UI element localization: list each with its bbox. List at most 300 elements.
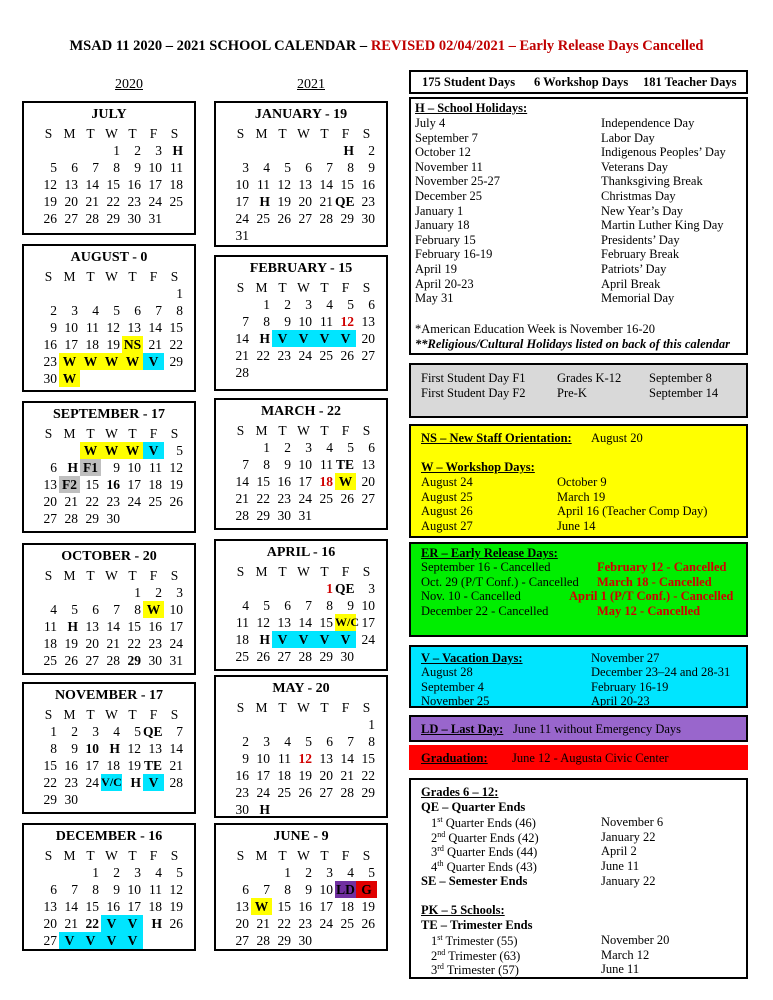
empty-day-cell [38, 142, 59, 159]
day-cell: 16 [43, 337, 57, 352]
day-cell: 30 [148, 653, 162, 668]
month-name: JANUARY - 19 [254, 107, 348, 122]
empty-day-cell [314, 716, 335, 733]
empty-day-cell [80, 791, 101, 808]
day-cell: 21 [235, 491, 249, 506]
day-cell: 13 [319, 751, 333, 766]
day-cell: 21 [64, 494, 78, 509]
day-cell: 10 [127, 460, 141, 475]
holiday-date: January 18 [415, 218, 470, 233]
empty-day-cell [314, 801, 335, 818]
workshop-date: August 24 [421, 475, 473, 489]
week-row [230, 210, 377, 227]
weekday-label: M [63, 126, 76, 141]
day-cell: 23 [64, 775, 78, 790]
weekday-label: F [341, 848, 350, 863]
day-cell: QE [335, 194, 355, 209]
month-grid [230, 422, 377, 524]
weekday-label: S [170, 707, 179, 722]
day-cell: 8 [92, 882, 99, 897]
day-cell: 12 [127, 741, 141, 756]
empty-day-cell [230, 864, 251, 881]
weekday-label: W [105, 426, 118, 441]
holiday-name: Presidents’ Day [601, 232, 680, 247]
day-cell: 22 [256, 491, 270, 506]
day-cell: 19 [298, 768, 312, 783]
day-cell: W [143, 601, 164, 618]
month-name: FEBRUARY - 15 [249, 261, 353, 276]
day-cell: 16 [127, 177, 141, 192]
day-cell: 9 [347, 598, 354, 613]
quarter-end: 2nd Quarter Ends (42) [431, 829, 539, 845]
month-calendar [22, 823, 196, 951]
day-cell: 22 [361, 768, 375, 783]
empty-day-cell [38, 864, 59, 881]
weekday-label: S [236, 423, 245, 438]
day-cell: G [356, 881, 377, 898]
weekday-label: S [362, 848, 371, 863]
day-cell: V [314, 330, 335, 347]
month-calendar [22, 101, 196, 235]
day-cell: 3 [71, 303, 78, 318]
month-name: MAY - 20 [272, 681, 330, 696]
month-name: DECEMBER - 16 [55, 829, 163, 844]
day-cell: 7 [92, 160, 99, 175]
day-cell: 25 [256, 211, 270, 226]
day-cell: 22 [127, 636, 141, 651]
empty-day-cell [293, 142, 314, 159]
day-cell: 8 [368, 734, 375, 749]
day-cell: 2 [71, 724, 78, 739]
day-cell: 29 [127, 653, 141, 668]
month-grid [230, 847, 377, 949]
day-cell: 15 [106, 177, 120, 192]
week-row [230, 767, 377, 784]
day-cell: 26 [43, 211, 57, 226]
month-name: MARCH - 22 [260, 404, 342, 419]
early-release-date: April 1 (P/T Conf.) - Cancelled [569, 589, 734, 604]
month-name: JUNE - 9 [273, 829, 329, 844]
week-row [38, 584, 185, 601]
day-cell: 25 [277, 785, 291, 800]
day-cell: 25 [148, 494, 162, 509]
day-cell: 9 [284, 314, 291, 329]
day-cell: F2 [59, 476, 80, 493]
holiday-date: April 19 [415, 262, 458, 276]
trimester-end-date: June 11 [601, 962, 640, 977]
weekday-label: F [341, 280, 350, 295]
day-cell: 18 [169, 177, 183, 192]
day-cell: 24 [127, 494, 141, 509]
day-cell: 27 [43, 933, 57, 948]
day-cell: 17 [127, 899, 141, 914]
day-cell: 6 [242, 882, 249, 897]
weekday-label: T [128, 568, 137, 583]
weekday-label: W [105, 707, 118, 722]
day-cell: 10 [298, 457, 312, 472]
day-cell: H [109, 741, 120, 756]
day-cell: 12 [106, 320, 120, 335]
quarter-end: 3rd Quarter Ends (44) [431, 844, 538, 860]
week-row [230, 580, 377, 597]
early-release-date: September 16 - Cancelled [421, 560, 551, 574]
week-row [230, 142, 377, 159]
weekday-label: W [105, 126, 118, 141]
day-cell: 20 [361, 474, 375, 489]
day-cell: 7 [113, 602, 120, 617]
weekday-label: S [44, 568, 53, 583]
weekday-label: M [255, 423, 268, 438]
day-cell: 9 [113, 882, 120, 897]
week-row [38, 442, 185, 459]
day-cell: 17 [85, 758, 99, 773]
day-cell: 29 [106, 211, 120, 226]
day-cell: 30 [340, 649, 354, 664]
day-cell: TE [335, 457, 354, 472]
day-cell: V/C [101, 775, 122, 789]
day-cell: 5 [134, 724, 141, 739]
day-cell: V [101, 915, 122, 932]
empty-day-cell [59, 442, 80, 459]
weekday-label: W [105, 848, 118, 863]
day-cell: 28 [298, 649, 312, 664]
day-cell: 13 [43, 899, 57, 914]
day-cell: 9 [71, 741, 78, 756]
day-cell: 1 [176, 286, 183, 301]
empty-day-cell [122, 791, 143, 808]
day-cell: 19 [64, 636, 78, 651]
day-cell: 28 [85, 211, 99, 226]
holiday-name: Patriots’ Day [601, 262, 667, 276]
day-cell: H [259, 802, 270, 817]
month-grid [38, 425, 185, 527]
day-cell: 19 [277, 194, 291, 209]
day-cell: V [335, 330, 356, 347]
week-row [38, 652, 185, 669]
weekday-label: F [341, 564, 350, 579]
vacation-date: November 27 [591, 651, 660, 665]
day-cell: 21 [340, 768, 354, 783]
day-cell: 10 [148, 160, 162, 175]
day-cell: 15 [256, 474, 270, 489]
empty-day-cell [293, 716, 314, 733]
empty-day-cell [38, 584, 59, 601]
day-cell: 14 [169, 741, 183, 756]
quarter-end-date: June 11 [601, 858, 640, 873]
empty-day-cell [164, 370, 185, 387]
day-cell: 6 [92, 602, 99, 617]
day-cell: V [80, 932, 101, 949]
first-day-label: First Student Day F2 [421, 386, 526, 400]
weekday-label: M [255, 126, 268, 141]
month-calendar [22, 543, 196, 675]
day-cell: 1 [263, 297, 270, 312]
week-row [230, 864, 377, 881]
day-cell: 11 [86, 320, 99, 335]
empty-day-cell [101, 285, 122, 302]
day-cell: 7 [155, 303, 162, 318]
week-row [38, 791, 185, 808]
day-count-summary: 175 Student Days 6 Workshop Days 181 Teacher Days [409, 70, 748, 94]
day-cell: 3 [368, 581, 375, 596]
empty-day-cell [164, 932, 185, 949]
day-cell: 23 [298, 916, 312, 931]
day-cell: 23 [148, 636, 162, 651]
day-cell: 12 [298, 751, 312, 766]
day-cell: 30 [298, 933, 312, 948]
week-row [38, 898, 185, 915]
day-cell: 26 [361, 916, 375, 931]
empty-day-cell [230, 439, 251, 456]
month-name: AUGUST - 0 [70, 250, 148, 265]
empty-day-cell [335, 801, 356, 818]
day-cell: 3 [263, 734, 270, 749]
week-row [230, 784, 377, 801]
empty-day-cell [293, 801, 314, 818]
day-cell: 9 [284, 457, 291, 472]
weekday-label: T [320, 280, 329, 295]
day-cell: 15 [340, 177, 354, 192]
day-cell: V [314, 631, 335, 648]
week-row [38, 493, 185, 510]
day-cell: 17 [319, 899, 333, 914]
day-cell: 18 [148, 477, 162, 492]
day-cell: 6 [305, 160, 312, 175]
day-cell: 8 [134, 602, 141, 617]
day-cell: W [101, 442, 122, 459]
empty-day-cell [143, 932, 164, 949]
day-cell: 14 [85, 177, 99, 192]
day-cell: 5 [347, 297, 354, 312]
week-row [230, 801, 377, 818]
day-cell: H [130, 775, 141, 790]
day-cell: W [59, 370, 80, 387]
day-cell: 1 [326, 581, 333, 596]
day-cell: 22 [85, 916, 99, 931]
weekday-label: T [86, 426, 95, 441]
weekday-label: W [297, 423, 310, 438]
week-row [38, 176, 185, 193]
empty-day-cell [335, 507, 356, 524]
holiday-name: Indigenous Peoples’ Day [601, 145, 726, 160]
holiday-date: December 25 [415, 189, 482, 203]
day-cell: W/C [335, 615, 359, 629]
day-cell: 13 [235, 899, 249, 914]
day-cell: 23 [43, 354, 57, 369]
day-cell: 4 [326, 440, 333, 455]
day-cell: W [80, 442, 101, 459]
day-cell: 29 [43, 792, 57, 807]
trimester-end-date: March 12 [601, 947, 650, 962]
empty-day-cell [80, 285, 101, 302]
day-cell: 6 [134, 303, 141, 318]
day-cell: 20 [85, 636, 99, 651]
day-cell: 30 [106, 511, 120, 526]
day-cell: H [172, 143, 183, 158]
day-cell: 7 [305, 598, 312, 613]
day-cell: 16 [298, 899, 312, 914]
weekday-label: S [44, 426, 53, 441]
weekday-label: M [255, 564, 268, 579]
weekday-label: M [63, 707, 76, 722]
day-cell: 15 [319, 615, 333, 630]
day-cell: 3 [305, 440, 312, 455]
week-row [230, 614, 377, 631]
week-row [38, 618, 185, 635]
weekday-label: S [170, 848, 179, 863]
day-cell: 25 [235, 649, 249, 664]
vacation-date: August 28 [421, 665, 473, 680]
weekday-label: M [255, 700, 268, 715]
holiday-name: New Year’s Day [601, 203, 684, 218]
day-cell: V [143, 774, 164, 791]
week-row [38, 723, 185, 740]
day-cell: 24 [361, 632, 375, 647]
day-cell: 5 [50, 160, 57, 175]
day-cell: 24 [235, 211, 249, 226]
day-cell: 1 [134, 585, 141, 600]
day-cell: 30 [361, 211, 375, 226]
week-row [230, 473, 377, 490]
day-cell: 3 [326, 865, 333, 880]
weekday-label: W [105, 568, 118, 583]
day-cell: 29 [169, 354, 183, 369]
weekday-header [38, 125, 185, 142]
day-cell: 23 [127, 194, 141, 209]
week-row [230, 932, 377, 949]
day-cell: 30 [235, 802, 249, 817]
day-cell: 2 [368, 143, 375, 158]
month-grid [230, 279, 377, 381]
day-cell: 28 [235, 365, 249, 380]
day-cell: 10 [64, 320, 78, 335]
day-cell: W [80, 353, 101, 370]
week-row [230, 159, 377, 176]
weekday-label: T [278, 700, 287, 715]
day-cell: 19 [106, 337, 120, 352]
holiday-date: October 12 [415, 145, 471, 160]
day-cell: 24 [298, 348, 312, 363]
empty-day-cell [272, 716, 293, 733]
day-cell: H [259, 194, 270, 209]
vacation-date: February 16-19 [591, 679, 669, 694]
day-cell: 18 [340, 899, 354, 914]
empty-day-cell [230, 580, 251, 597]
day-cell: 14 [319, 177, 333, 192]
empty-day-cell [251, 364, 272, 381]
empty-day-cell [80, 584, 101, 601]
week-row [38, 336, 185, 353]
day-cell: 13 [64, 177, 78, 192]
week-row [230, 915, 377, 932]
day-cell: 9 [368, 160, 375, 175]
day-cell: 4 [263, 160, 270, 175]
week-row [38, 302, 185, 319]
weekday-label: S [44, 126, 53, 141]
month-calendar [214, 101, 388, 247]
weekday-label: T [320, 423, 329, 438]
month-grid [230, 563, 377, 665]
day-cell: 11 [149, 882, 162, 897]
day-cell: 13 [148, 741, 162, 756]
day-cell: 16 [106, 477, 120, 492]
day-cell: 10 [169, 602, 183, 617]
early-release-date: March 18 - Cancelled [597, 574, 712, 589]
weekday-label: S [170, 568, 179, 583]
day-cell: 10 [319, 882, 333, 897]
weekday-label: M [63, 848, 76, 863]
weekday-label: M [63, 426, 76, 441]
holiday-name: Martin Luther King Day [601, 218, 724, 233]
day-cell: 16 [64, 758, 78, 773]
day-cell: 1 [113, 143, 120, 158]
week-row [230, 898, 377, 915]
day-cell: 5 [176, 865, 183, 880]
day-cell: 16 [106, 899, 120, 914]
day-cell: 20 [319, 768, 333, 783]
day-cell: 3 [176, 585, 183, 600]
weekday-label: T [128, 126, 137, 141]
day-cell: W [122, 353, 143, 370]
day-cell: 20 [64, 194, 78, 209]
holiday-name: Memorial Day [601, 291, 675, 306]
day-cell: 17 [127, 477, 141, 492]
holiday-date: January 1 [415, 203, 464, 218]
day-cell: 18 [148, 899, 162, 914]
early-release-date: December 22 - Cancelled [421, 603, 549, 618]
month-calendar [22, 401, 196, 533]
day-cell: 25 [169, 194, 183, 209]
day-cell: 27 [64, 211, 78, 226]
day-cell: 1 [368, 717, 375, 732]
day-cell: 27 [277, 649, 291, 664]
empty-day-cell [314, 227, 335, 244]
empty-day-cell [272, 364, 293, 381]
day-cell: 24 [256, 785, 270, 800]
week-row [230, 296, 377, 313]
day-cell: 14 [298, 615, 312, 630]
day-cell: 17 [64, 337, 78, 352]
page-title: MSAD 11 2020 – 2021 SCHOOL CALENDAR – REVISED 02/04/2021 – Early Release Days Cancelled [69, 38, 704, 54]
day-cell: 2 [305, 865, 312, 880]
day-cell: 3 [155, 143, 162, 158]
holiday-date: November 11 [415, 159, 483, 174]
day-cell: 6 [50, 460, 57, 475]
week-row [230, 597, 377, 614]
day-cell: 15 [43, 758, 57, 773]
weekday-label: T [320, 564, 329, 579]
day-cell: 22 [85, 494, 99, 509]
week-row [230, 716, 377, 733]
day-cell: H [343, 143, 354, 158]
early-release-date: Nov. 10 - Cancelled [421, 589, 521, 604]
weekday-label: S [362, 423, 371, 438]
day-cell: 24 [85, 775, 99, 790]
weekday-label: S [362, 700, 371, 715]
holiday-name: Veterans Day [601, 159, 668, 174]
day-cell: 25 [43, 653, 57, 668]
day-cell: 6 [50, 882, 57, 897]
empty-day-cell [251, 716, 272, 733]
day-cell: 7 [347, 734, 354, 749]
day-cell: 10 [361, 598, 375, 613]
day-cell: 26 [277, 211, 291, 226]
first-day-grades: Grades K-12 [557, 371, 622, 385]
month-calendar [22, 244, 196, 392]
day-cell: H [67, 460, 78, 475]
day-cell: 15 [169, 320, 183, 335]
holidays-box: H – School Holidays: July 4 Independence Day September 7 Labor Day October 12 Indigenous Peoples’ Day November 11 Veterans Day November 25-27 Thanksgiving Break December 25 Christmas Day January 1 New Year’s Day January 18 Martin Luther King Day February 15 Presidents’ Day February 16-19 February Break April 19 Patriots’ Day April 20-23 April Break May 31 Memorial Day *American Education Week is November 16-20 **Religious/Cultural Holidays listed on back of this calendar [409, 97, 748, 355]
